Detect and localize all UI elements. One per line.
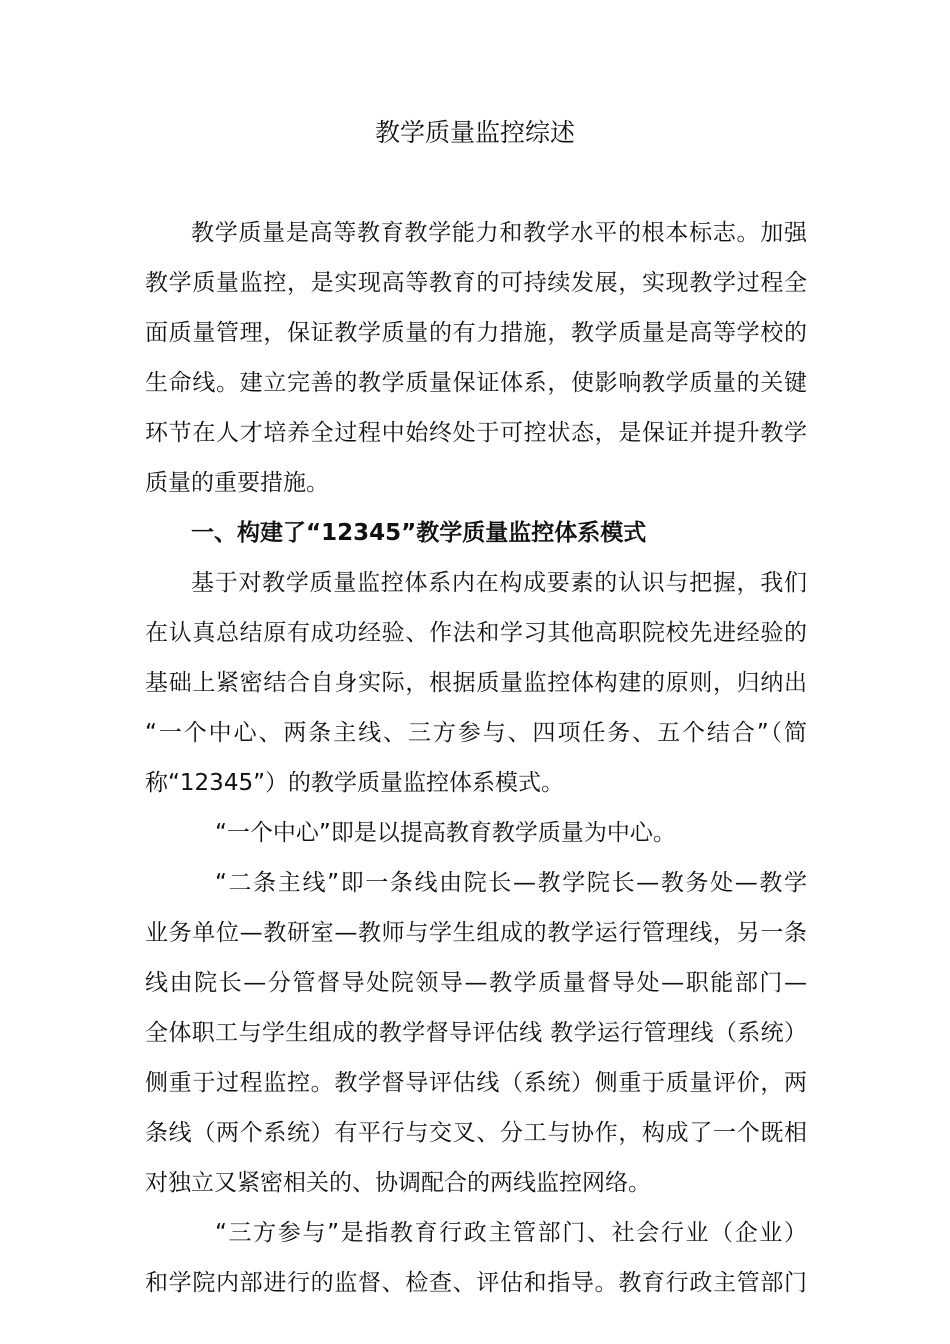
paragraph-line: 侧重于过程监控。教学督导评估线（系统）侧重于质量评价，两 — [145, 1070, 807, 1096]
document-body — [145, 208, 807, 1308]
paragraph-line: “一个中心”即是以提高教育教学质量为中心。 — [215, 820, 676, 846]
paragraph-line: 和学院内部进行的监督、检查、评估和指导。教育行政主管部门 — [145, 1270, 807, 1296]
paragraph-line: 质量的重要措施。 — [145, 470, 329, 496]
paragraph-line: 条线（两个系统）有平行与交叉、分工与协作，构成了一个既相 — [145, 1120, 807, 1146]
paragraph-line: “三方参与”是指教育行政主管部门、社会行业（企业） — [215, 1220, 807, 1246]
paragraph-line: 基于对教学质量监控体系内在构成要素的认识与把握，我们 — [191, 570, 807, 596]
document-title: 教学质量监控综述 — [374, 118, 575, 147]
paragraph-line: “一个中心、两条主线、三方参与、四项任务、五个结合”（简 — [145, 720, 807, 746]
paragraph-line: 生命线。建立完善的教学质量保证体系，使影响教学质量的关键 — [145, 370, 807, 396]
section-heading: 一、构建了“12345”教学质量监控体系模式 — [191, 520, 647, 546]
paragraph-line: 业务单位—教研室—教师与学生组成的教学运行管理线，另一条 — [145, 920, 807, 946]
paragraph-line: “二条主线”即一条线由院长—教学院长—教务处—教学 — [215, 870, 807, 896]
paragraph-line: 基础上紧密结合自身实际，根据质量监控体构建的原则，归纳出 — [145, 670, 807, 696]
paragraph-line: 在认真总结原有成功经验、作法和学习其他高职院校先进经验的 — [145, 620, 807, 646]
paragraph-line: 称“12345”）的教学质量监控体系模式。 — [145, 770, 564, 796]
paragraph-line: 环节在人才培养全过程中始终处于可控状态，是保证并提升教学 — [145, 420, 807, 446]
paragraph-line: 对独立又紧密相关的、协调配合的两线监控网络。 — [145, 1170, 651, 1196]
paragraph-line: 线由院长—分管督导处院领导—教学质量督导处—职能部门— — [145, 970, 807, 996]
paragraph-line: 教学质量是高等教育教学能力和教学水平的根本标志。加强 — [191, 220, 807, 246]
paragraph-line: 全体职工与学生组成的教学督导评估线 教学运行管理线（系统） — [145, 1020, 807, 1046]
paragraph-line: 面质量管理，保证教学质量的有力措施，教学质量是高等学校的 — [145, 320, 807, 346]
paragraph-line: 教学质量监控，是实现高等教育的可持续发展，实现教学过程全 — [145, 270, 807, 296]
